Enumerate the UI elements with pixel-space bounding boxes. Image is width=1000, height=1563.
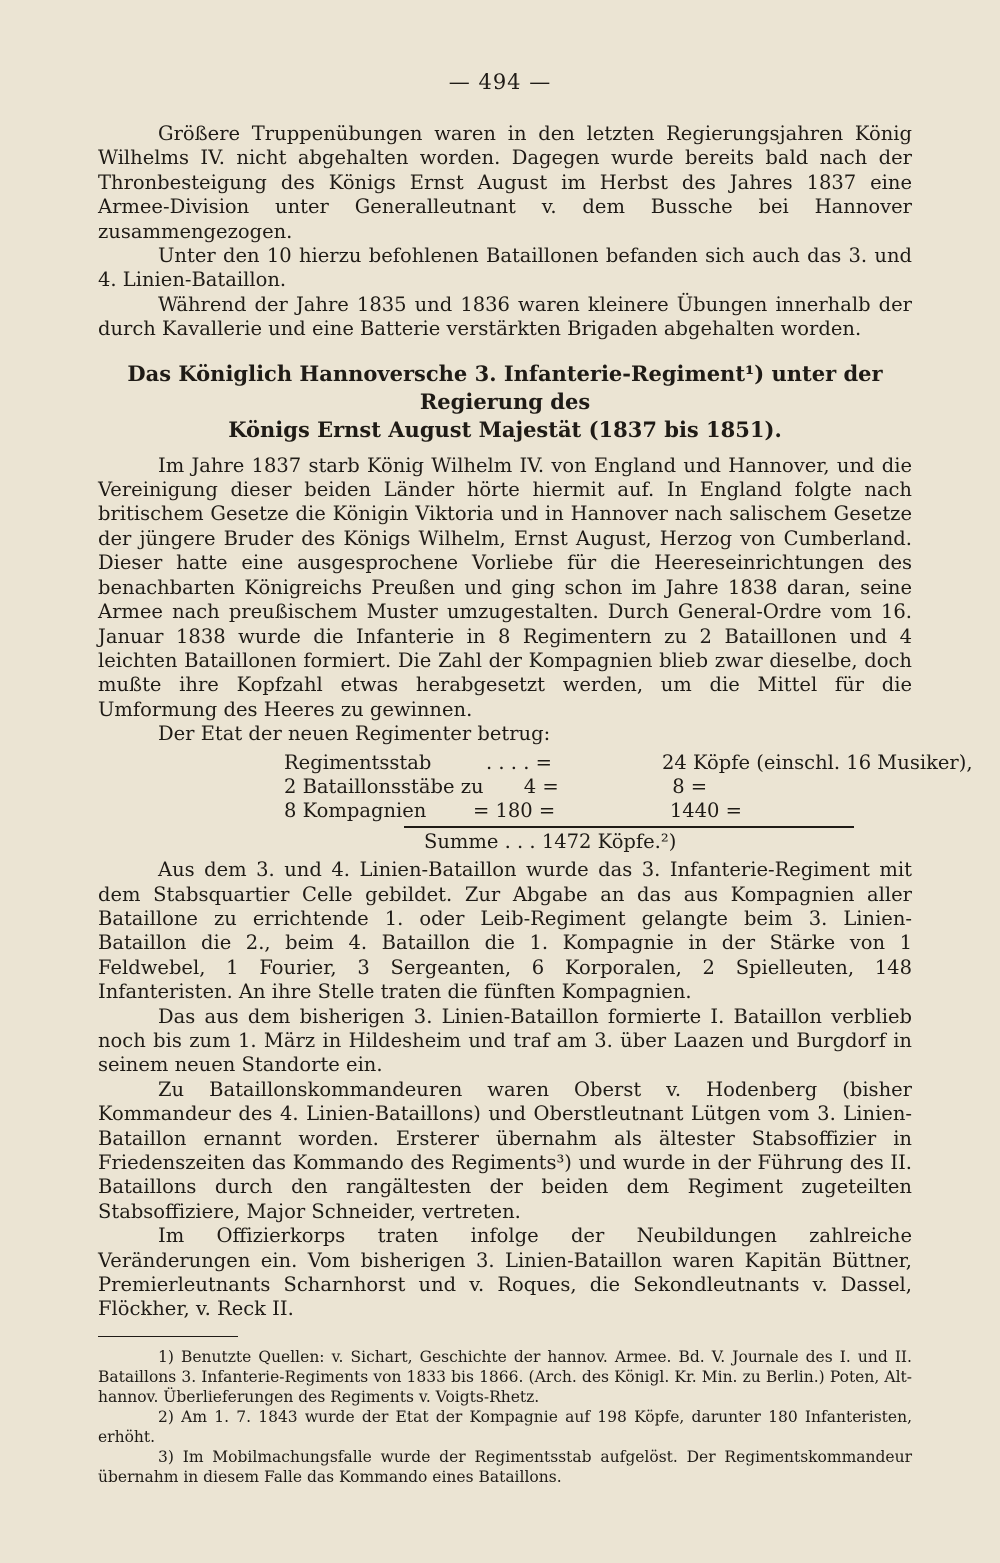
paragraph: Unter den 10 hierzu befohlenen Bataillonen befanden sich auch das 3. und 4. Linien-Bataillon. <box>98 244 912 292</box>
paragraph: Während der Jahre 1835 und 1836 waren kleinere Übungen innerhalb der durch Kavallerie und eine Batterie verstärkten Brigaden abgehalten worden. <box>98 292 912 341</box>
footnote-rule <box>98 1336 238 1337</box>
footnote: 3) Im Mobilmachungsfalle wurde der Regimentsstab aufgelöst. Der Regimentskommandeur übernahm in diesem Falle das Kommando eines Bataillons. <box>98 1447 912 1486</box>
page-body <box>98 122 973 1487</box>
heading-line-2: Königs Ernst August Majestät (1837 bis 1851). <box>228 416 782 442</box>
paragraph: Im Jahre 1837 starb König Wilhelm IV. von England und Hannover, und die Vereinigung dieser beiden Länder hörte hiermit auf. In England folgte nach britischem Gesetze die Königin Viktoria und in Hannover nach salischem Gesetze der jüngere Bruder des Königs Wilhelm, Ernst August, Herzog von Cumberland. Dieser hatte eine ausgesprochene Vorliebe für die Heereseinrichtungen des benachbarten Königreichs Preußen und ging schon im Jahre 1838 daran, seine Armee nach preußischem Muster umzugestalten. Durch General-Ordre vom 16. Januar 1838 wurde die Infanterie in 8 Regimentern zu 2 Bataillonen und 4 leichten Bataillonen formiert. Die Zahl der Kompagnien blieb zwar dieselbe, doch mußte ihre Kopfzahl etwas herabgesetzt werden, um die Mittel für die Umformung des Heeres zu gewinnen. <box>98 453 912 721</box>
etat-label: 2 Bataillonsstäbe zu <box>284 774 484 798</box>
etat-total: 1440 = <box>669 799 742 823</box>
section-heading <box>98 360 912 444</box>
etat-eq <box>559 775 673 799</box>
sum-rule <box>404 826 854 828</box>
etat-label: Regimentsstab <box>284 750 432 774</box>
page-number: — 494 — <box>448 70 552 94</box>
etat-total: 24 Köpfe (einschl. 16 Musiker), <box>662 750 973 774</box>
paragraph: Das aus dem bisherigen 3. Linien-Bataillon formierte I. Bataillon verblieb noch bis zum 1. März in Hildesheim und traf am 3. über Laazen und Burgdorf in seinem neuen Standorte ein. <box>98 1004 912 1077</box>
footnote: 2) Am 1. 7. 1843 wurde der Etat der Kompagnie auf 198 Köpfe, darunter 180 Infanteristen, erhöht. <box>98 1407 912 1446</box>
etat-eq <box>552 751 662 775</box>
etat-eq <box>555 799 670 823</box>
paragraph: Zu Bataillonskommandeuren waren Oberst v. Hodenberg (bisher Kommandeur des 4. Linien-Bataillons) und Oberstleutnant Lütgen vom 3. Linien-Bataillon ernannt worden. Ersterer übernahm als ältester Stabsoffizier in Friedenszeiten das Kommando des Regiments³) und wurde in der Führung des II. Bataillons durch den rangältesten der beiden dem Regiment zugeteilten Stabsoffiziere, Major Schneider, vertreten. <box>98 1077 912 1223</box>
etat-mult: 4 = <box>523 774 559 798</box>
paragraph: Im Offizierkorps traten infolge der Neubildungen zahlreiche Veränderungen ein. Vom bisherigen 3. Linien-Bataillon waren Kapitän Büttner, Premierleutnants Scharnhorst und v. Roques, die Sekondleutnants v. Dassel, Flöckher, v. Reck II. <box>98 1224 912 1321</box>
etat-mult: . . . . = <box>486 750 552 774</box>
etat-mult: = 180 = <box>472 799 556 823</box>
etat-total: 8 = <box>672 774 708 798</box>
etat-row <box>284 799 912 823</box>
etat-table <box>284 750 973 855</box>
footnote: 1) Benutzte Quellen: v. Sichart, Geschichte der hannov. Armee. Bd. V. Journale des I. und II. Bataillons 3. Infanterie-Regiments von 1833 bis 1866. (Arch. des Königl. Kr. Min. zu Berlin.) Poten, Alt-hannov. Überlieferungen des Regiments v. Voigts-Rhetz. <box>98 1347 912 1406</box>
paragraph: Größere Truppenübungen waren in den letzten Regierungsjahren König Wilhelms IV. nicht abgehalten worden. Dagegen wurde bereits bald nach der Thronbesteigung des Königs Ernst August im Herbst des Jahres 1837 eine Armee-Division unter Generalleutnant v. dem Bussche bei Hannover zusammengezogen. <box>98 122 912 243</box>
paragraph: Aus dem 3. und 4. Linien-Bataillon wurde das 3. Infanterie-Regiment mit dem Stabsquartier Celle gebildet. Zur Abgabe an das aus Kompagnien aller Bataillone zu errichtende 1. oder Leib-Regiment gelangte beim 3. Linien-Bataillon die 2., beim 4. Bataillon die 1. Kompagnie in der Stärke von 1 Feldwebel, 1 Fourier, 3 Sergeanten, 6 Korporalen, 2 Spielleuten, 148 Infanteristen. An ihre Stelle traten die fünften Kompagnien. <box>98 858 912 1004</box>
etat-row <box>284 775 912 799</box>
etat-sum: Summe . . . 1472 Köpfe.²) <box>424 829 677 853</box>
heading-line-1: Das Königlich Hannoversche 3. Infanterie-Regiment¹) unter der Regierung des <box>127 360 883 414</box>
etat-row <box>284 750 973 775</box>
paragraph: Der Etat der neuen Regimenter betrug: <box>158 722 551 746</box>
etat-label: 8 Kompagnien <box>284 799 427 823</box>
